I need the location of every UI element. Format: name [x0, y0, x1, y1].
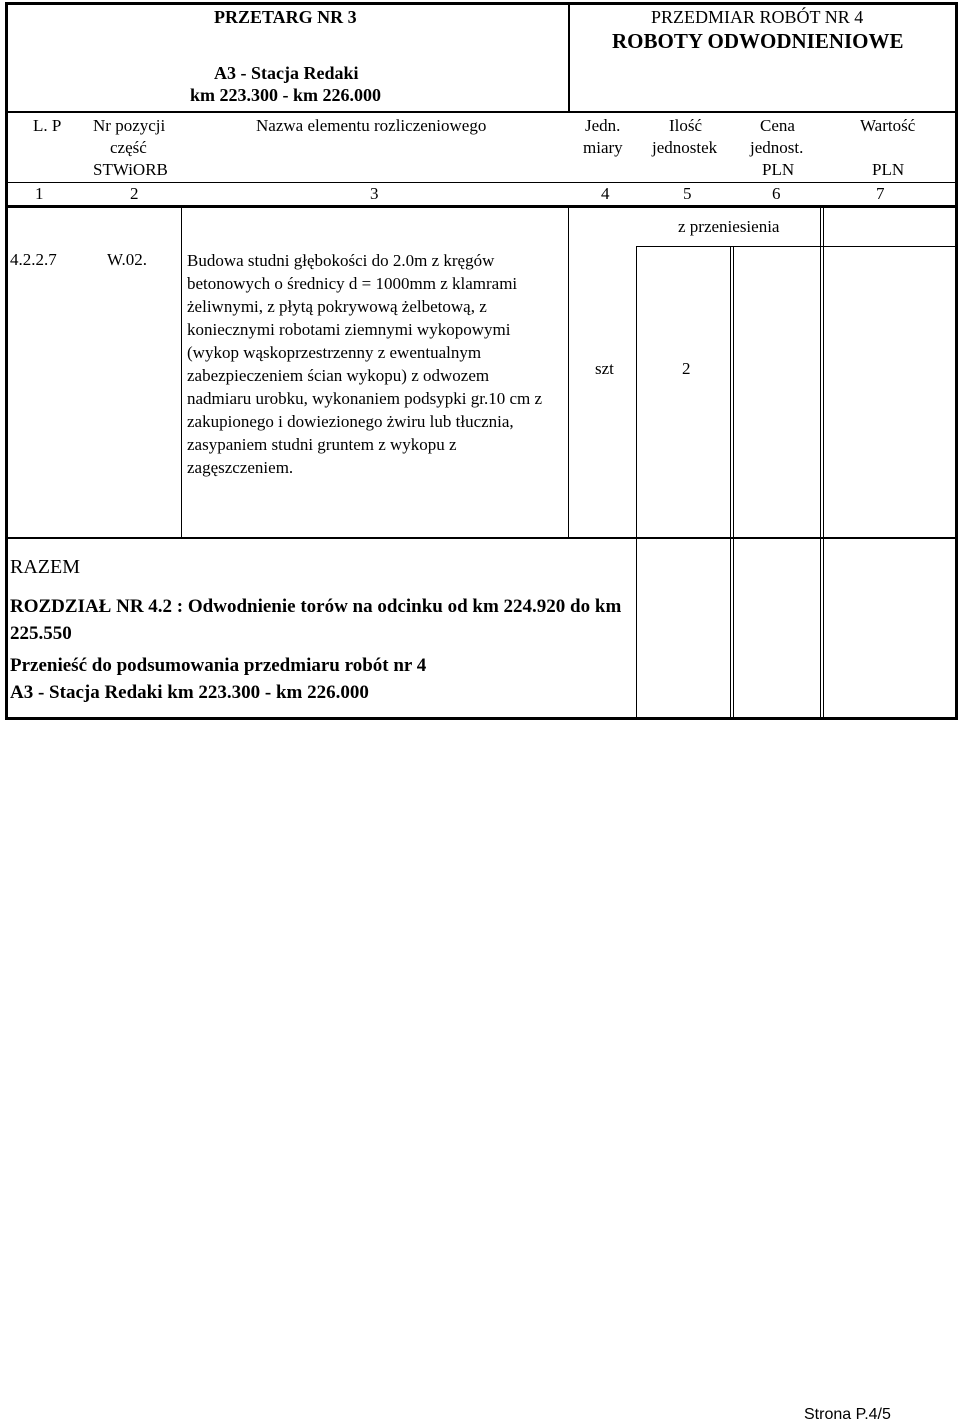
col-line-price-b [733, 246, 734, 718]
location-line-1: A3 - Stacja Redaki [214, 63, 359, 83]
chapter-line-1: ROZDZIAŁ NR 4.2 : Odwodnienie torów na odcinku od km 224.920 do km [10, 596, 622, 617]
col-qty-header-1: Ilość [669, 116, 703, 135]
col-value-header-2: PLN [872, 160, 905, 179]
col-name-header: Nazwa elementu rozliczeniowego [256, 116, 487, 135]
col-unit-header-2: miary [583, 138, 623, 157]
table-border-right-header [955, 2, 958, 208]
item-description-line: Budowa studni głębokości do 2.0m z kręgów [187, 251, 495, 270]
carry-over-rule [637, 246, 958, 247]
col-line-value-a [820, 208, 821, 718]
col-price-header-3: PLN [762, 160, 795, 179]
col-nr-header-2: część [110, 138, 147, 157]
item-description-line: zagęszczeniem. [187, 458, 294, 477]
item-unit: szt [595, 359, 614, 378]
header-bottom-rule [5, 111, 958, 113]
chapter-line-2: 225.550 [10, 623, 72, 644]
summary-top-rule [5, 537, 958, 539]
col-line-qty [636, 246, 637, 718]
column-numbers-rule [5, 205, 958, 208]
col-price-header-2: jednost. [750, 138, 804, 157]
col-qty-header-2: jednostek [652, 138, 718, 157]
col-price-header-1: Cena [760, 116, 795, 135]
item-description-line: zakupionego i dowiezionego żwiru lub tłucznia, [187, 412, 514, 431]
table-border-left [5, 208, 8, 720]
tender-title: PRZETARG NR 3 [214, 7, 357, 27]
item-description-line: żeliwnymi, z płytą pokrywową żelbetową, z [187, 297, 487, 316]
col-line-name [181, 208, 182, 538]
table-border-right [955, 208, 958, 720]
col-number-5: 5 [683, 184, 692, 203]
item-description-line: koniecznymi robotami ziemnymi wykopowymi [187, 320, 511, 339]
column-header-rule [5, 182, 958, 183]
transfer-line-1: Przenieść do podsumowania przedmiaru robót nr 4 [10, 655, 427, 676]
page-number: Strona P.4/5 [804, 1406, 891, 1423]
col-number-2: 2 [130, 184, 139, 203]
transfer-line-2: A3 - Stacja Redaki km 223.300 - km 226.000 [10, 682, 369, 703]
bill-subtitle: ROBOTY ODWODNIENIOWE [612, 29, 904, 53]
col-line-price-a [730, 246, 731, 718]
item-quantity: 2 [682, 359, 691, 378]
col-number-6: 6 [772, 184, 781, 203]
col-nr-header-3: STWiORB [93, 160, 168, 179]
item-code: W.02. [107, 250, 147, 269]
item-description-line: zasypaniem studni gruntem z wykopu z [187, 435, 457, 454]
table-border-left-header [5, 2, 8, 208]
carry-over-label: z przeniesienia [678, 217, 780, 236]
col-number-7: 7 [876, 184, 885, 203]
col-nr-header-1: Nr pozycji [93, 116, 166, 135]
item-description-line: zabezpieczeniem ścian wykopu) z odwozem [187, 366, 490, 385]
item-description-line: betonowych o średnicy d = 1000mm z klamrami [187, 274, 518, 293]
col-number-3: 3 [370, 184, 379, 203]
col-number-4: 4 [601, 184, 610, 203]
col-line-value-b [823, 208, 824, 718]
col-number-1: 1 [35, 184, 44, 203]
col-line-unit [568, 208, 569, 538]
bill-title: PRZEDMIAR ROBÓT NR 4 [651, 7, 864, 27]
location-line-2: km 223.300 - km 226.000 [190, 85, 382, 105]
table-border-bottom [5, 717, 958, 720]
item-description-line: (wykop wąskoprzestrzenny z ewentualnym [187, 343, 482, 362]
header-divider [568, 2, 570, 112]
item-lp: 4.2.2.7 [10, 250, 57, 269]
col-unit-header-1: Jedn. [585, 116, 621, 135]
table-border-top [5, 2, 958, 5]
razem-label: RAZEM [10, 556, 80, 578]
col-value-header-1: Wartość [860, 116, 916, 135]
col-lp-header: L. P [33, 116, 62, 135]
item-description-line: nadmiaru urobku, wykonaniem podsypki gr.10 cm z [187, 389, 543, 408]
